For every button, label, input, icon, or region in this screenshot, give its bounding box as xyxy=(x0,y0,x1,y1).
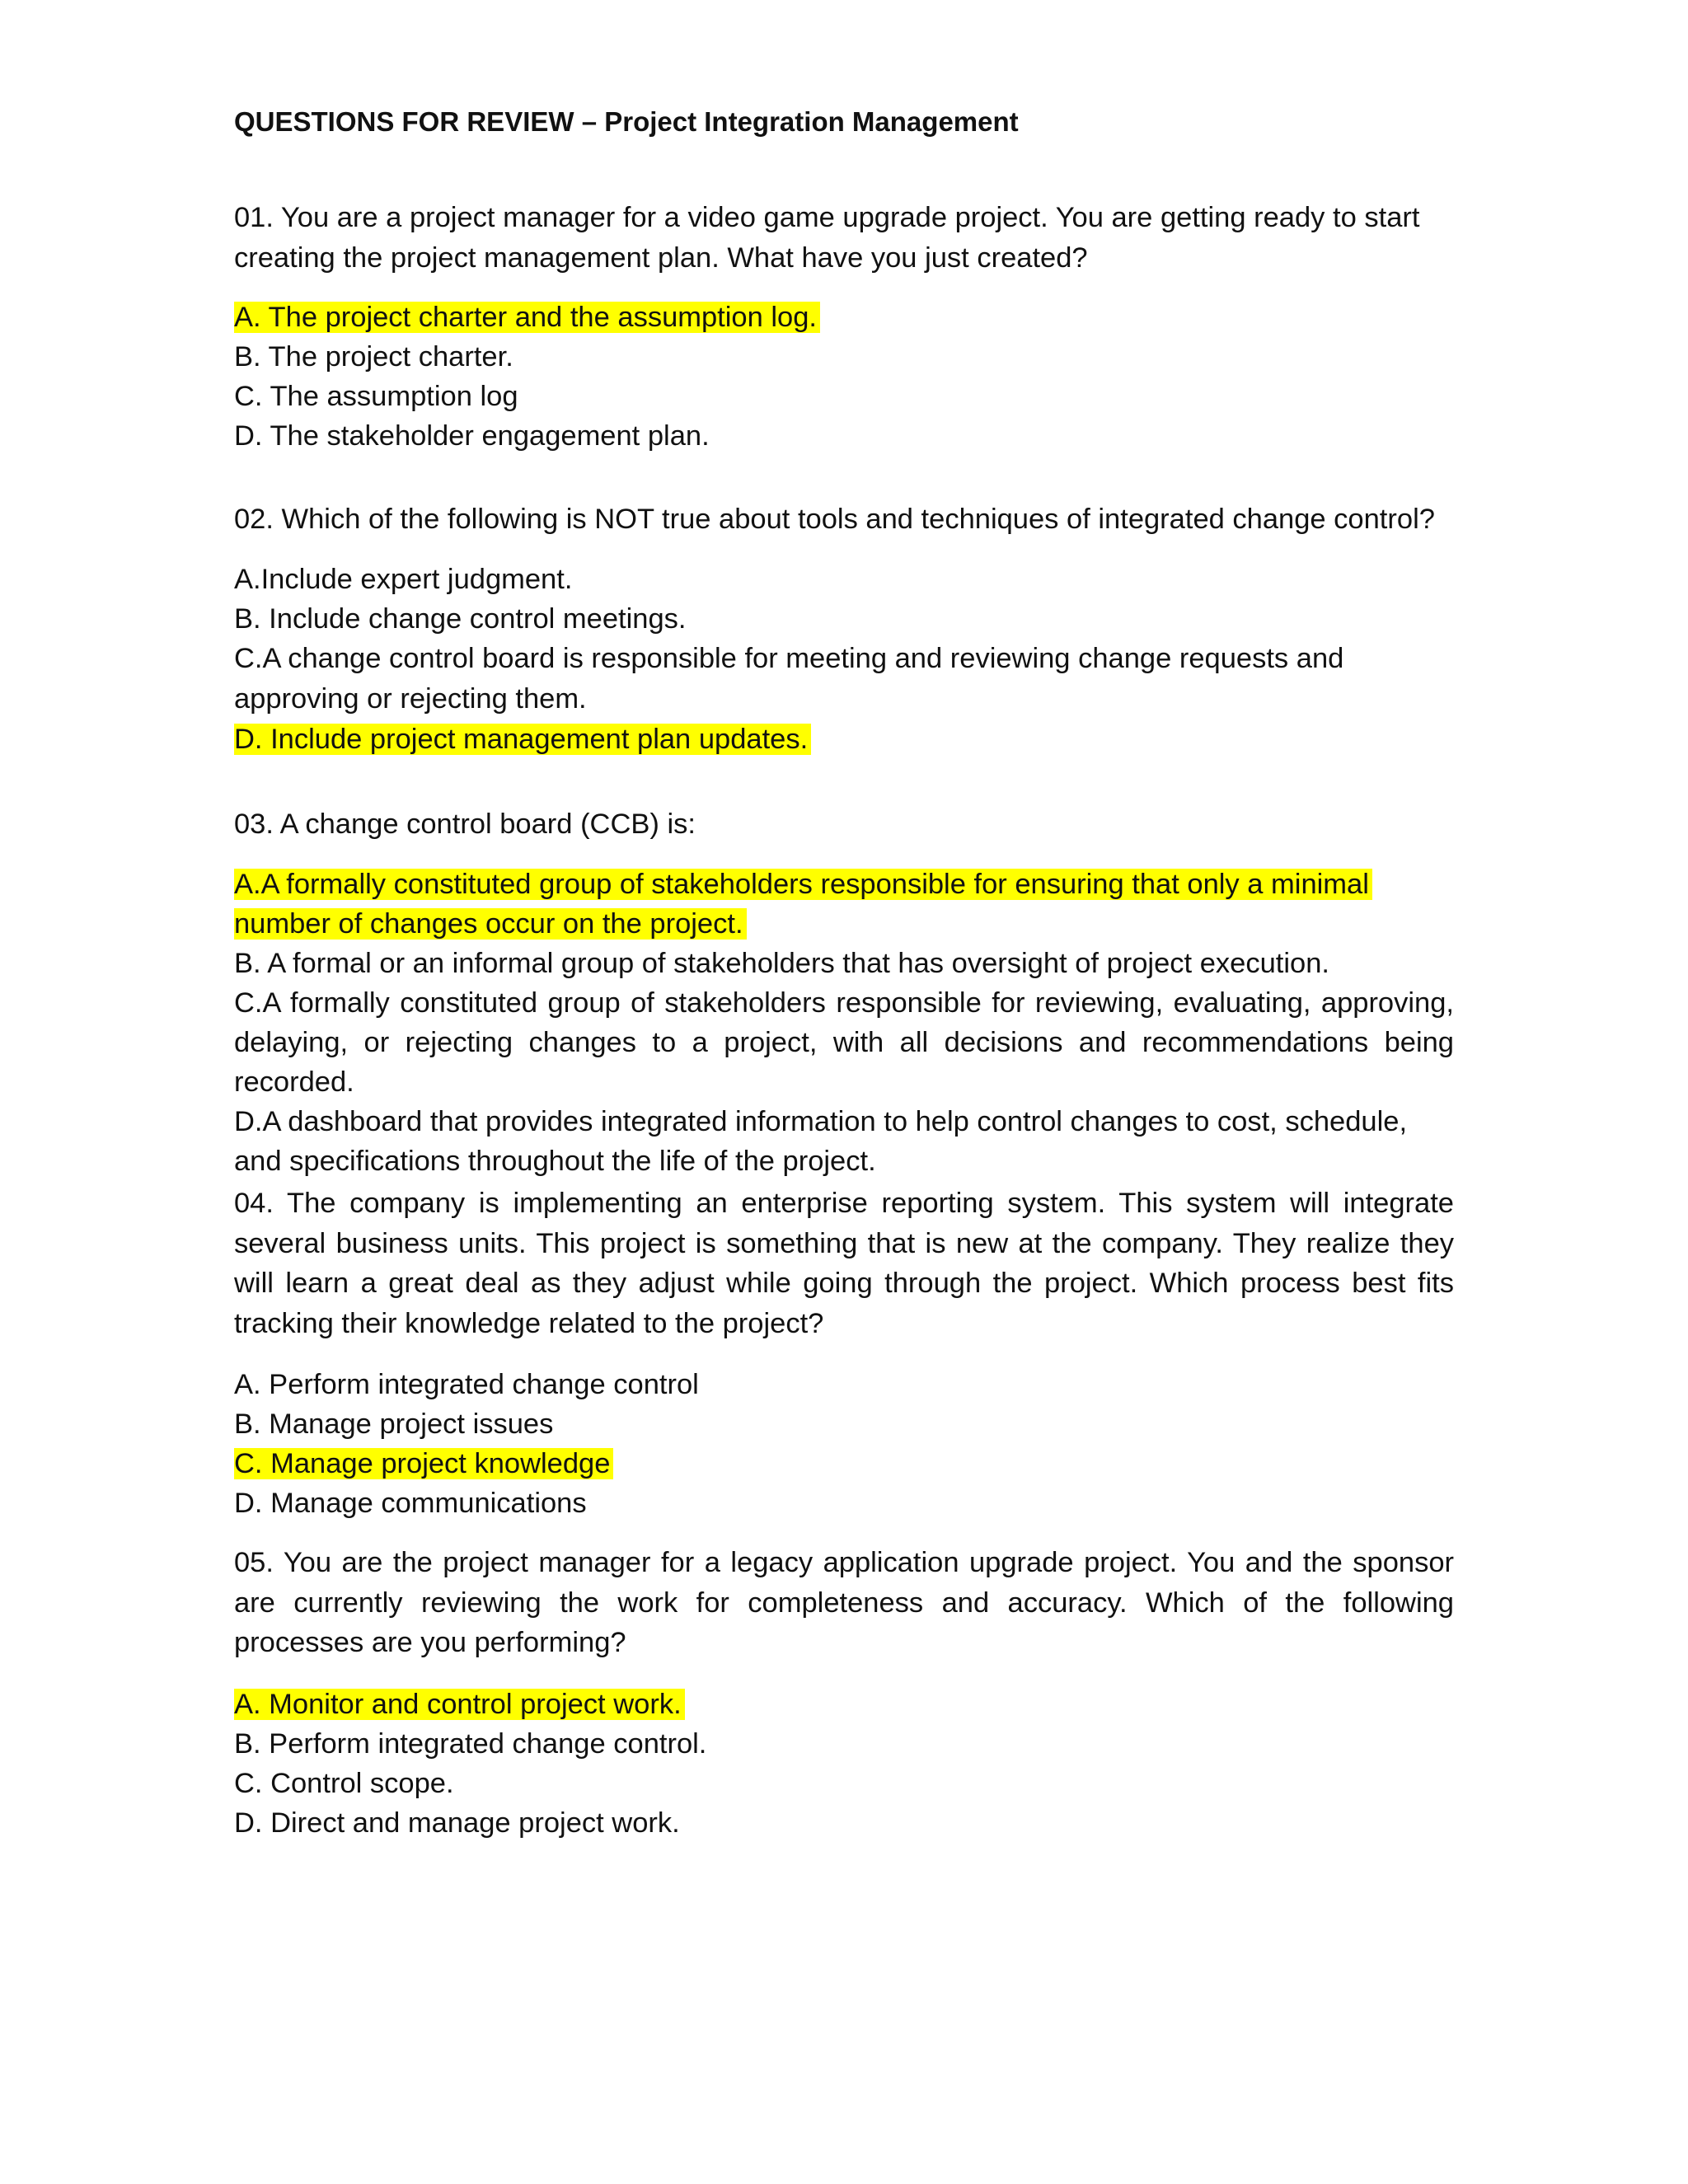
answer-options xyxy=(234,865,1454,1181)
answer-option-c: C. The assumption log xyxy=(234,381,518,412)
question-text: 04. The company is implementing an enterprise reporting system. This system will integrate several business units. This project is something that is new at the company. They realize they will learn a great deal as they adjust while going through the project. Which process best fits tracking their knowledge related to the project? xyxy=(234,1188,1454,1339)
answer-option-c: C. Control scope. xyxy=(234,1767,454,1799)
answer-option-b: B. Perform integrated change control. xyxy=(234,1727,707,1760)
question-3 xyxy=(234,804,1454,1181)
answer-option-b: B. The project charter. xyxy=(234,341,513,373)
answer-option-d: D.A dashboard that provides integrated information to help control changes to cost, schedule, and specifications throughout the life of the project. xyxy=(234,1105,1408,1177)
answer-option-b: B. Manage project issues xyxy=(234,1408,554,1440)
highlighted-answer: A.A formally constituted group of stakeholders responsible for ensuring that only a minimal number of changes occur on the project. xyxy=(234,869,1372,940)
answer-option-a xyxy=(234,298,1454,337)
question-1 xyxy=(234,198,1454,456)
answer-option-d: D. Direct and manage project work. xyxy=(234,1807,680,1839)
answer-option-a xyxy=(234,1685,1454,1724)
answer-option-d xyxy=(234,719,1454,760)
document-title: QUESTIONS FOR REVIEW – Project Integration Management xyxy=(234,106,1019,137)
answer-option-a: A.Include expert judgment. xyxy=(234,563,573,595)
answer-option-d: D. The stakeholder engagement plan. xyxy=(234,420,710,452)
answer-option-a: A. Perform integrated change control xyxy=(234,1369,699,1400)
question-5 xyxy=(234,1543,1454,1843)
answer-options xyxy=(234,1685,1454,1843)
question-text: 05. You are the project manager for a legacy application upgrade project. You and the sponsor are currently reviewing the work for completeness and accuracy. Which of the following processes are you performing? xyxy=(234,1547,1454,1658)
answer-option-d: D. Manage communications xyxy=(234,1488,587,1519)
highlighted-answer: D. Include project management plan updates. xyxy=(234,724,811,755)
question-2 xyxy=(234,499,1454,760)
answer-option-c: C.A change control board is responsible for meeting and reviewing change requests and approving or rejecting them. xyxy=(234,642,1344,715)
answer-options xyxy=(234,1365,1454,1523)
highlighted-answer: A. The project charter and the assumption log. xyxy=(234,302,820,333)
question-text: 02. Which of the following is NOT true about tools and techniques of integrated change control? xyxy=(234,504,1435,535)
answer-option-c xyxy=(234,1444,1454,1483)
highlighted-answer: A. Monitor and control project work. xyxy=(234,1689,685,1720)
highlighted-answer: C. Manage project knowledge xyxy=(234,1448,613,1479)
question-4 xyxy=(234,1183,1454,1523)
answer-option-a xyxy=(234,865,1454,944)
answer-options xyxy=(234,560,1454,760)
answer-options xyxy=(234,298,1454,456)
answer-option-c: C.A formally constituted group of stakeholders responsible for reviewing, evaluating, approving, delaying, or rejecting changes to a project, with all decisions and recommendations being recorded. xyxy=(234,987,1454,1098)
question-text: 01. You are a project manager for a video game upgrade project. You are getting ready to start creating the project management plan. What have you just created? xyxy=(234,202,1420,274)
answer-option-b: B. A formal or an informal group of stakeholders that has oversight of project execution. xyxy=(234,947,1329,979)
answer-option-b: B. Include change control meetings. xyxy=(234,602,687,635)
question-text: 03. A change control board (CCB) is: xyxy=(234,808,696,840)
